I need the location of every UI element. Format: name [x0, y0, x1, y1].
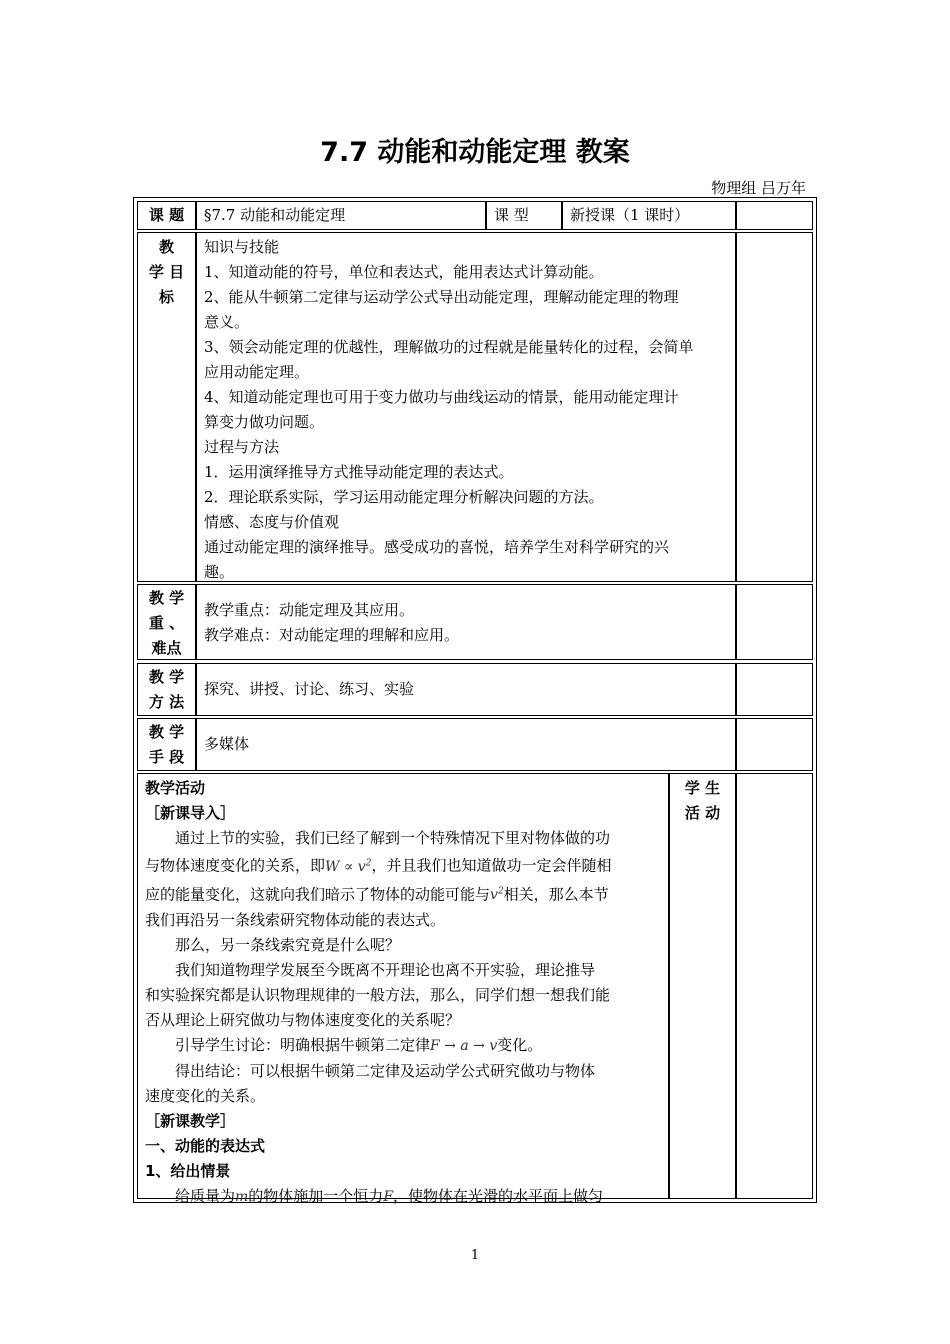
objectives-content: 知识与技能 1、知道动能的符号，单位和表达式，能用表达式计算动能。 2、能从牛顿第二定律与运动学公式导出动能定理，理解动能定理的物理 意义。 3、领会动能定理的优越性，理解做功的过程就是能量转化的过程，会简单 应用动能定理。 4、知道动能定理也可用于变力做功与曲线运动的情景，能用动能定理计 算变力做功问题。 过程与方法 1．运用演绎推导方式推导动能定理的表达式。 2．理论联系实际，学习运用动能定理分析解决问题的方法。 情感、态度与价值观 通过动能定理的演绎推导。感受成功的喜悦，培养学生对科学研究的兴 趣。: [196, 232, 736, 582]
student-activity-label: 学 生 活 动: [669, 773, 736, 1199]
topic-value: §7.7 动能和动能定理: [196, 201, 486, 230]
notes-column: [736, 584, 813, 660]
activity-content: 教学活动 ［新课导入］ 通过上节的实验，我们已经了解到一个特殊情况下里对物体做的功 与物体速度变化的关系，即$W \propto v^2$，并且我们也知道做功一定会伴随相 应的能量变化，这就向我们暗示了物体的动能可能与$v^2$相关，那么本节 我们再沿另一条线索研究物体动能的表达式。 那么，另一条线索究竟是什么呢？ 我们知道物理学发展至今既离不开理论也离不开实验，理论推导 和实验探究都是认识物理规律的一般方法，那么，同学们想一想我们能 否从理论上研究做功与物体速度变化的关系呢？ 引导学生讨论：明确根据牛顿第二定律F → a → v变化。 得出结论：可以根据牛顿第二定律及运动学公式研究做功与物体 速度变化的关系。 ［新课教学］ 一、动能的表达式 1、给出情景 给质量为m的物体施加一个恒力F，使物体在光滑的水平面上做匀: [137, 773, 669, 1199]
formula-v2: $v^2$: [490, 886, 504, 904]
notes-column: [736, 773, 813, 1199]
keypoints-label: 教 学 重 、 难点: [137, 584, 196, 660]
notes-column: [736, 232, 813, 582]
means-label: 教 学 手 段: [137, 718, 196, 771]
page-number: 1: [470, 1248, 480, 1263]
objectives-label: 教 学 目 标: [137, 232, 196, 582]
author: 物理组 吕万年: [711, 179, 806, 197]
notes-column: [736, 201, 813, 230]
method-label: 教 学 方 法: [137, 663, 196, 716]
keypoints-content: 教学重点：动能定理及其应用。 教学难点：对动能定理的理解和应用。: [196, 584, 736, 660]
means-content: 多媒体: [196, 718, 736, 771]
lesson-type-label: 课 型: [486, 201, 562, 230]
formula-w-prop-v2: $W \propto v^2$: [325, 858, 372, 875]
lesson-type-value: 新授课（1 课时）: [562, 201, 736, 230]
topic-label: 课 题: [137, 201, 196, 230]
formula-f-a-v: F → a → v: [430, 1038, 498, 1055]
formula-m: m: [235, 1189, 249, 1206]
notes-column: [736, 663, 813, 716]
formula-f: F: [383, 1189, 394, 1206]
document-title: 7.7 动能和动能定理 教案: [320, 137, 630, 168]
notes-column: [736, 718, 813, 771]
method-content: 探究、讲授、讨论、练习、实验: [196, 663, 736, 716]
